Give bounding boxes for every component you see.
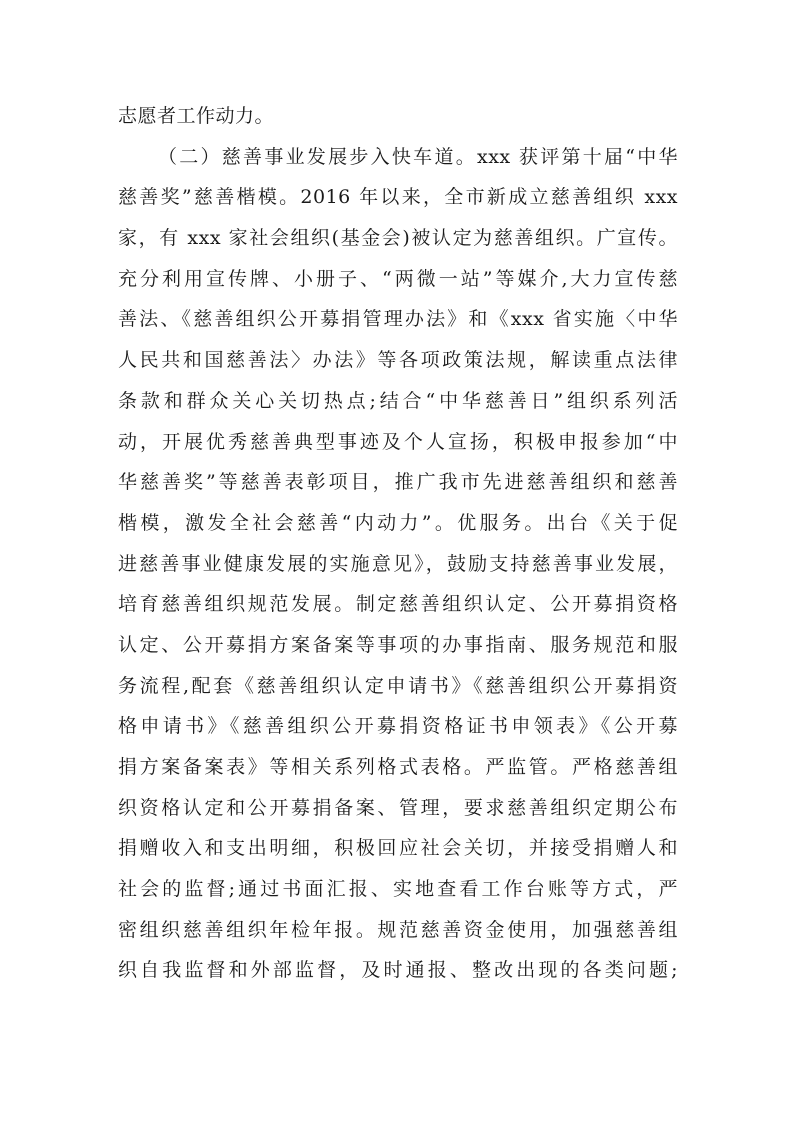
text-line: 捐方案备案表》等相关系列格式表格。严监管。严格慈善组 xyxy=(118,756,678,778)
text-line: 充分利用宣传牌、小册子、“两微一站”等媒介,大力宣传慈 xyxy=(118,267,678,290)
text-line: 善法、《慈善组织公开募捐管理办法》和《xxx 省实施〈中华 xyxy=(118,308,678,331)
text-line: 志愿者工作动力。 xyxy=(118,105,275,127)
text-line: 华慈善奖”等慈善表彰项目，推广我市先进慈善组织和慈善 xyxy=(118,471,678,494)
text-line: 家，有 xxx 家社会组织(基金会)被认定为慈善组织。广宣传。 xyxy=(118,227,678,250)
text-line: （二）慈善事业发展步入快车道。xxx 获评第十届“中华 xyxy=(158,145,678,168)
text-line: 务流程,配套《慈善组织认定申请书》《慈善组织公开募捐资 xyxy=(118,674,678,697)
text-line: 动，开展优秀慈善典型事迹及个人宣扬，积极申报参加“中 xyxy=(118,430,678,453)
text-line: 进慈善事业健康发展的实施意见》，鼓励支持慈善事业发展， xyxy=(118,552,678,575)
text-line: 密组织慈善组织年检年报。规范慈善资金使用，加强慈善组 xyxy=(118,918,678,941)
text-line: 条款和群众关心关切热点;结合“中华慈善日”组织系列活 xyxy=(118,389,678,412)
text-line: 认定、公开募捐方案备案等事项的办事指南、服务规范和服 xyxy=(118,633,678,656)
body-text xyxy=(118,96,678,991)
text-line: 慈善奖”慈善楷模。2016 年以来，全市新成立慈善组织 xxx xyxy=(118,186,678,209)
text-line: 捐赠收入和支出明细，积极回应社会关切，并接受捐赠人和 xyxy=(118,837,678,860)
text-line: 织资格认定和公开募捐备案、管理，要求慈善组织定期公布 xyxy=(118,796,678,819)
text-line: 楷模，激发全社会慈善“内动力”。优服务。出台《关于促 xyxy=(118,511,678,534)
text-line: 格申请书》《慈善组织公开募捐资格证书申领表》《公开募 xyxy=(118,715,678,738)
text-line: 人民共和国慈善法〉办法》等各项政策法规，解读重点法律 xyxy=(118,349,678,372)
text-line: 织自我监督和外部监督，及时通报、整改出现的各类问题; xyxy=(118,959,678,982)
text-line: 社会的监督;通过书面汇报、实地查看工作台账等方式，严 xyxy=(118,878,678,901)
text-line: 培育慈善组织规范发展。制定慈善组织认定、公开募捐资格 xyxy=(118,593,678,616)
